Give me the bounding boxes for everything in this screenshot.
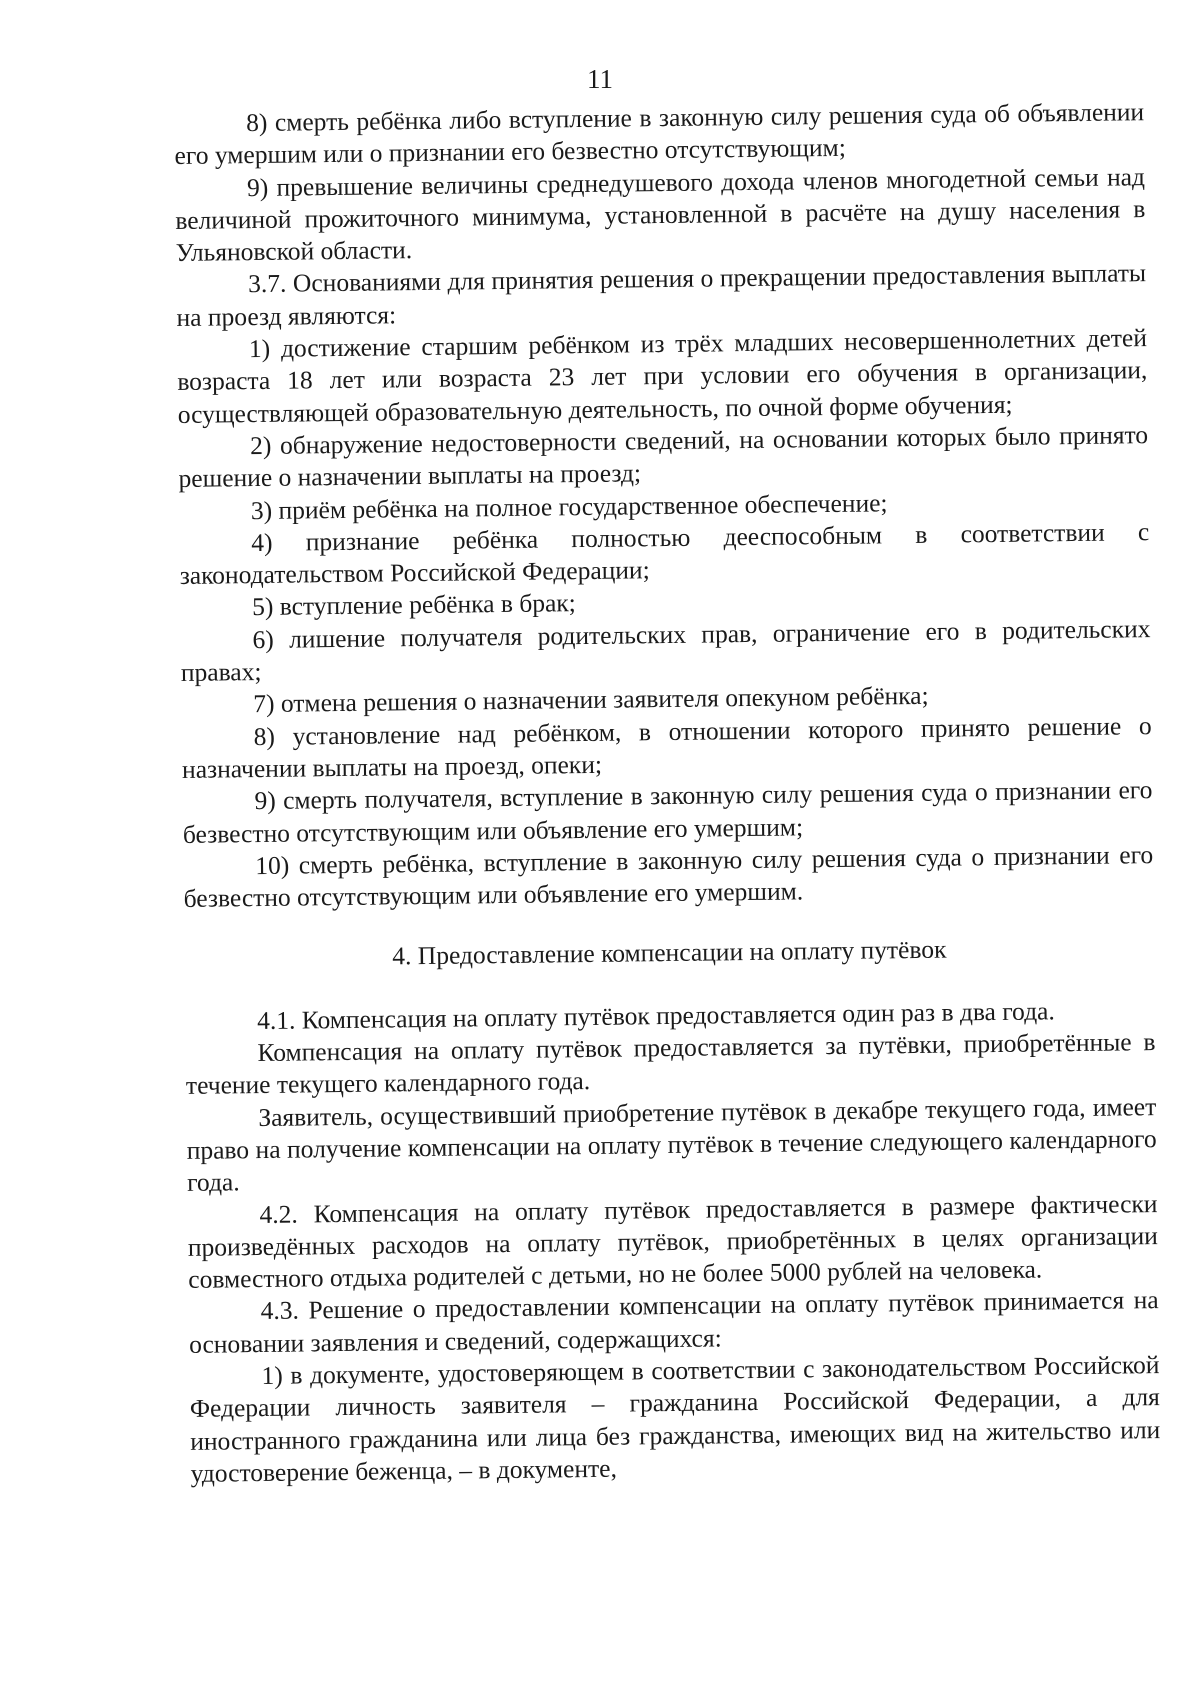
paragraph-item-3-7-5: 5) вступление ребёнка в брак; — [251, 588, 576, 622]
paragraph-clause-4-1-c: Заявитель, осуществивший приобретение путёвок в декабре текущего года, имеет право на получение компенсации на оплату путёвок в течение следующего календарного года. — [186, 1091, 1157, 1198]
paragraph-item-3-7-4: 4) признание ребёнка полностью дееспособным в соответствии с законодательством Российской Федерации; — [179, 516, 1150, 591]
paragraph-item-3-6-8: 8) смерть ребёнка либо вступление в законную силу решения суда об объявлении его умершим или о признании его безвестно отсутствующим; — [174, 97, 1145, 171]
paragraph-clause-4-3: 4.3. Решение о предоставлении компенсации на оплату путёвок принимается на основании заявления и сведений, содержащихся: — [188, 1285, 1159, 1359]
paragraph-item-3-7-6: 6) лишение получателя родительских прав, ограничение его в родительских правах; — [180, 613, 1151, 688]
paragraph-item-4-3-1: 1) в документе, удостоверяющем в соответствии с законодательством Российской Федерации личность заявителя – гражданина Российской Федерации, а для иностранного гражданина или лица без гражданства, имеющих вид на жительство или удостоверение беженца, – в документе, — [189, 1350, 1161, 1488]
page-number: 11 — [587, 64, 613, 94]
paragraph-item-3-7-1: 1) достижение старшим ребёнком из трёх младших несовершеннолетних детей возраста 18 лет или возраста 23 лет при условии его обучения в организации, осуществляющей образовательную деятельность, по очной форме обучения; — [177, 323, 1148, 429]
paragraph-item-3-7-10: 10) смерть ребёнка, вступление в законную силу решения суда о признании его безвестно отсутствующим или объявление его умершим. — [183, 839, 1154, 914]
paragraph-item-3-7-2: 2) обнаружение недостоверности сведений, на основании которых было принято решение о назначении выплаты на проезд; — [178, 420, 1149, 494]
paragraph-clause-4-1: 4.1. Компенсация на оплату путёвок предоставляется один раз в два года. — [256, 996, 1055, 1035]
paragraph-item-3-7-9: 9) смерть получателя, вступление в законную силу решения суда о признании его безвестно отсутствующим или объявление его умершим; — [182, 775, 1153, 849]
paragraph-clause-3-7: 3.7. Основаниями для принятия решения о прекращении предоставления выплаты на проезд являются: — [176, 258, 1147, 332]
paragraph-item-3-7-7: 7) отмена решения о назначении заявителя опекуном ребёнка; — [253, 681, 929, 719]
paragraph-clause-4-2: 4.2. Компенсация на оплату путёвок предоставляется в размере фактически произведённых расходов на оплату путёвок, приобретённых в целях организации совместного отдыха родителей с детьми, но не более 5000 рублей на человека. — [187, 1188, 1159, 1295]
paragraph-clause-4-1-b: Компенсация на оплату путёвок предоставляется за путёвки, приобретённые в течение текущего календарного года. — [185, 1027, 1156, 1101]
paragraph-item-3-7-8: 8) установление над ребёнком, в отношении которого принято решение о назначении выплаты на проезд, опеки; — [181, 710, 1152, 784]
paragraph-item-3-7-3: 3) приём ребёнка на полное государственное обеспечение; — [250, 487, 888, 525]
paragraph-item-3-6-9: 9) превышение величины среднедушевого дохода членов многодетной семьи над величиной прожиточного минимума, установленной в расчёте на душу населения в Ульяновской области. — [175, 161, 1146, 268]
section-heading: 4. Предоставление компенсации на оплату путёвок — [392, 935, 947, 971]
document-body — [174, 96, 1161, 1490]
